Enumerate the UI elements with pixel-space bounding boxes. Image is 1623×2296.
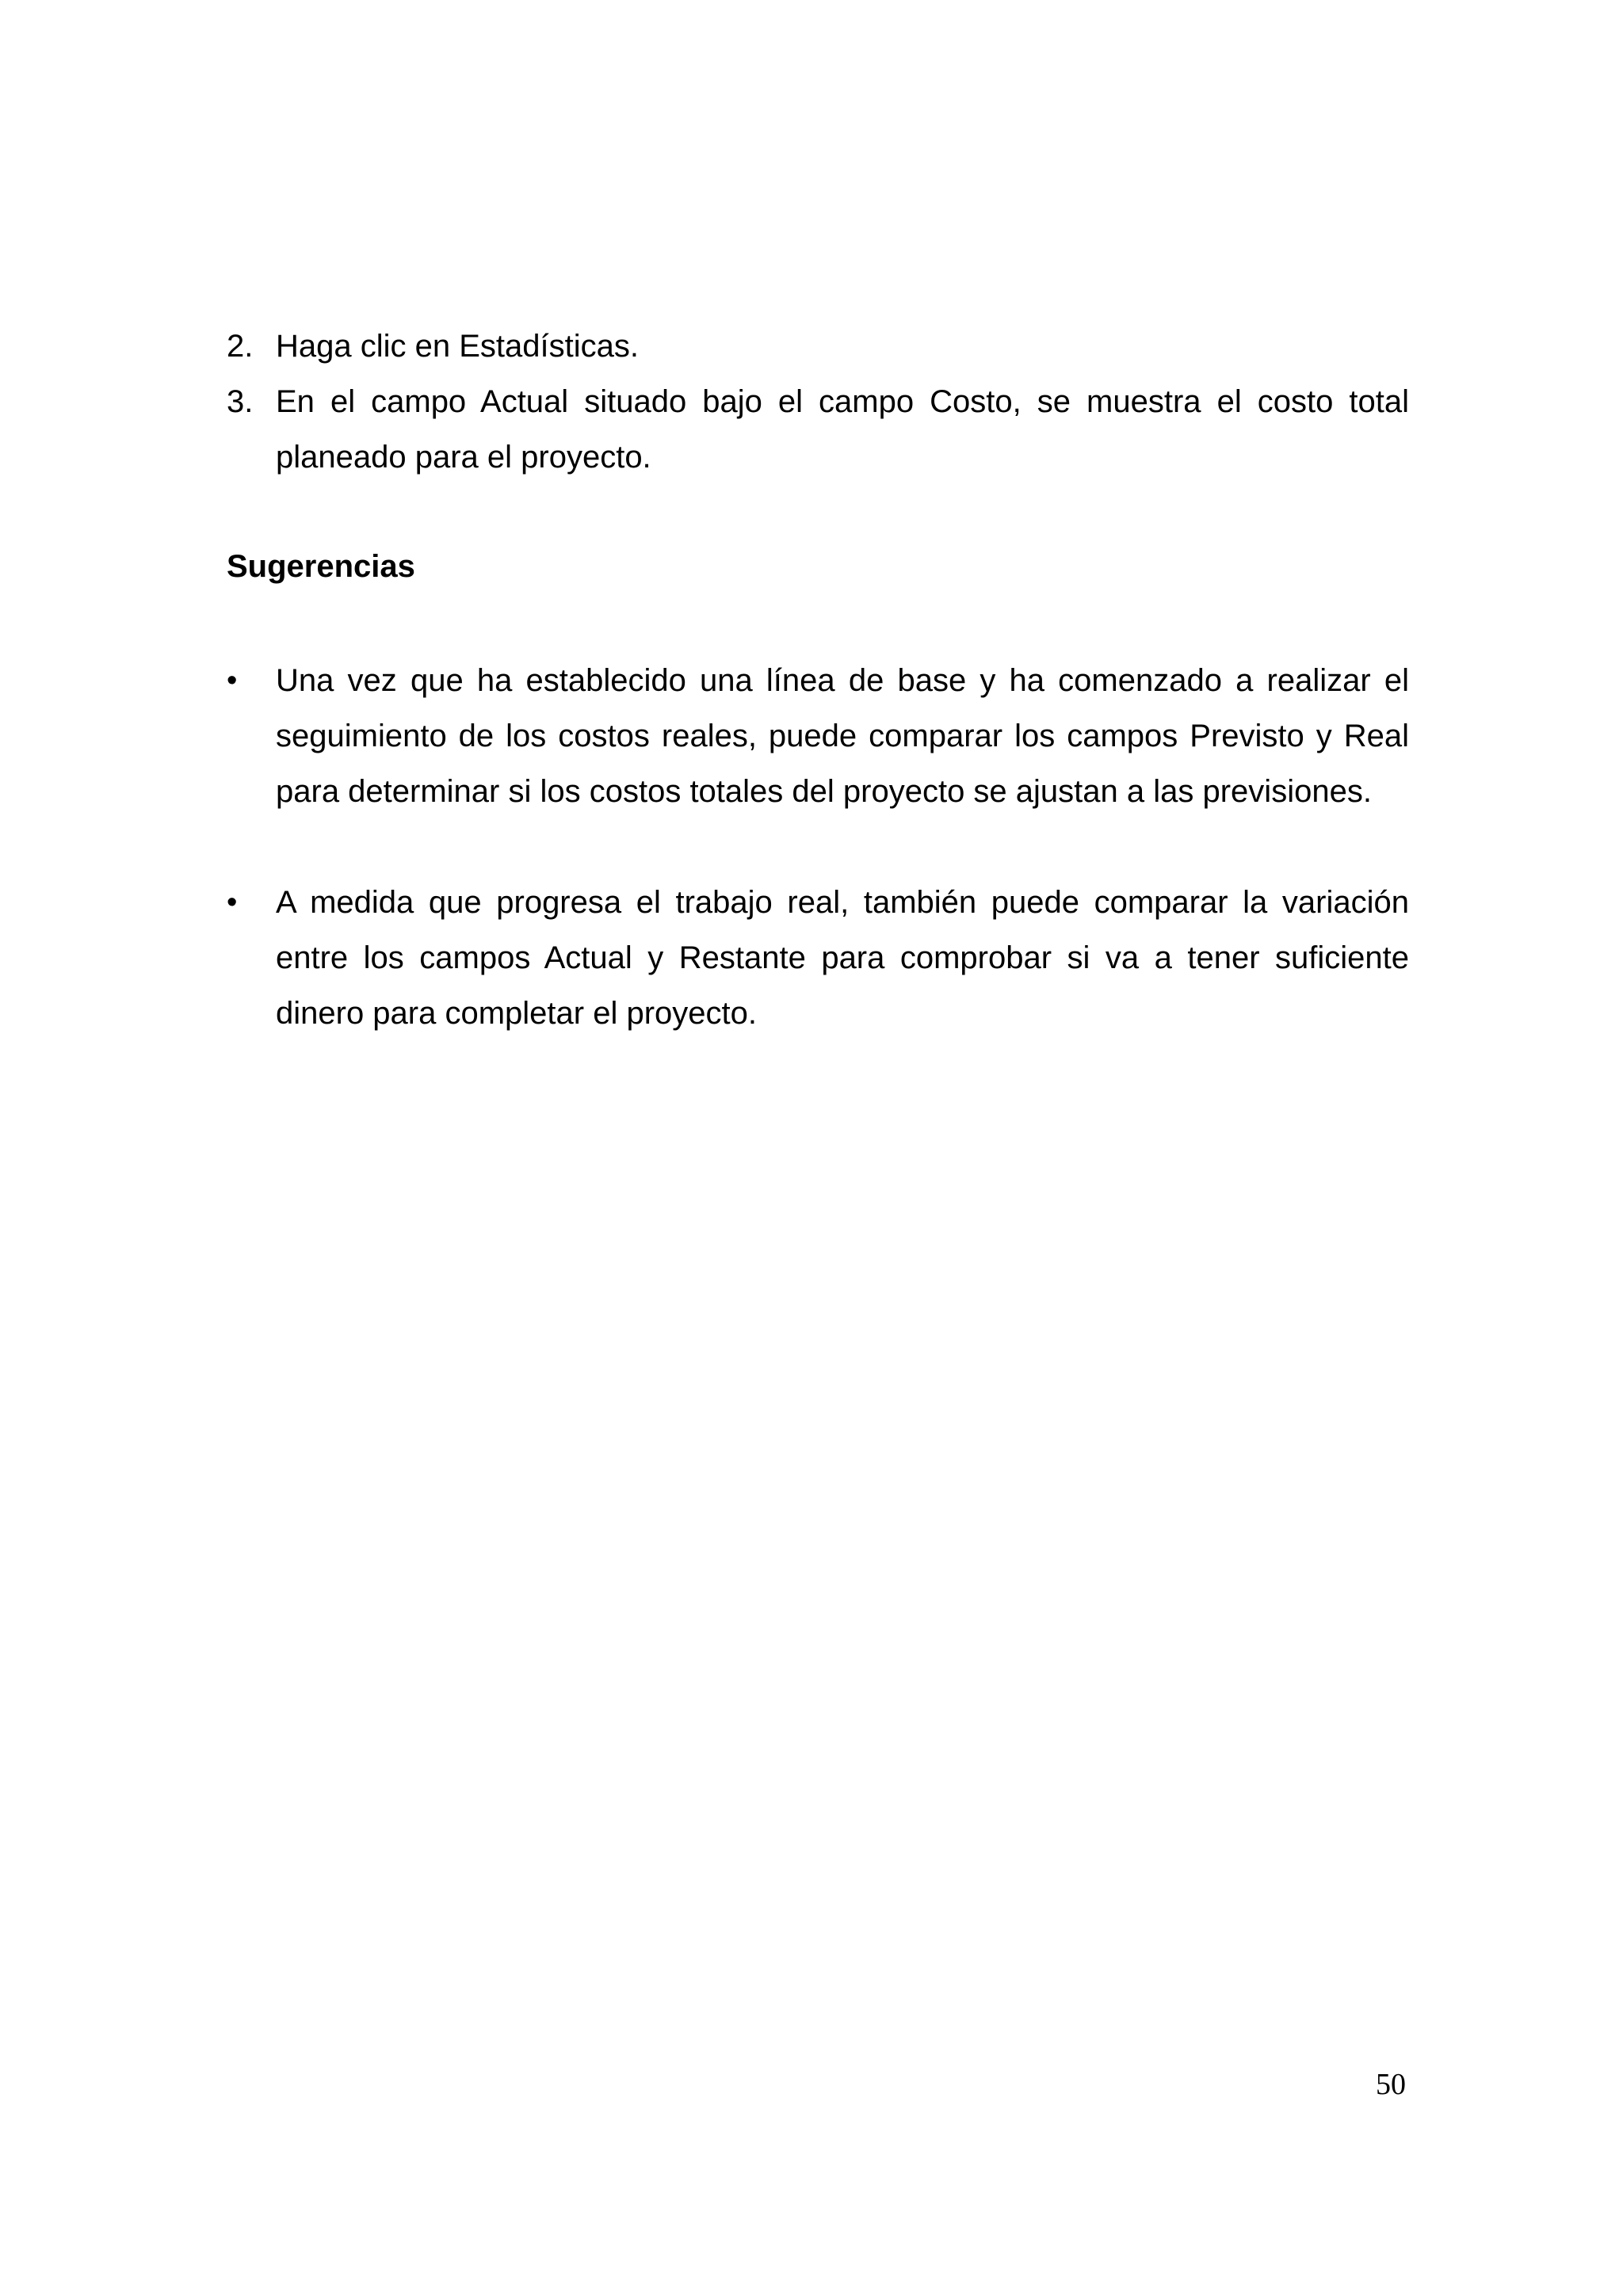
list-item-text: En el campo Actual situado bajo el campo Costo, se muestra el costo total planeado para el proyecto. [276,384,1409,475]
spacer [227,594,1409,653]
bullet-icon: • [227,664,238,697]
bullet-list [227,653,1409,819]
list-item-text: Haga clic en Estadísticas. [276,329,639,364]
section-heading: Sugerencias [227,549,415,584]
list-item-text: A medida que progresa el trabajo real, también puede comparar la variación entre los campos Actual y Restante para comprobar si va a tener suficiente dinero para completar el proyecto. [276,885,1409,1031]
list-number: 3. [227,384,254,419]
list-item [227,653,1409,819]
page-number: 50 [1376,2068,1406,2101]
list-item [227,318,1409,374]
spacer [227,485,1409,539]
list-item-text: Una vez que ha establecido una línea de base y ha comenzado a realizar el seguimiento de los costos reales, puede comparar los campos Previsto y Real para determinar si los costos totales del proyecto se ajustan a las previsiones. [276,663,1409,809]
list-number: 2. [227,329,254,364]
numbered-list [227,318,1409,485]
list-item [227,875,1409,1041]
bullet-list [227,875,1409,1041]
list-item [227,374,1409,485]
page-content [227,318,1409,1041]
bullet-icon: • [227,886,238,919]
spacer [227,819,1409,875]
